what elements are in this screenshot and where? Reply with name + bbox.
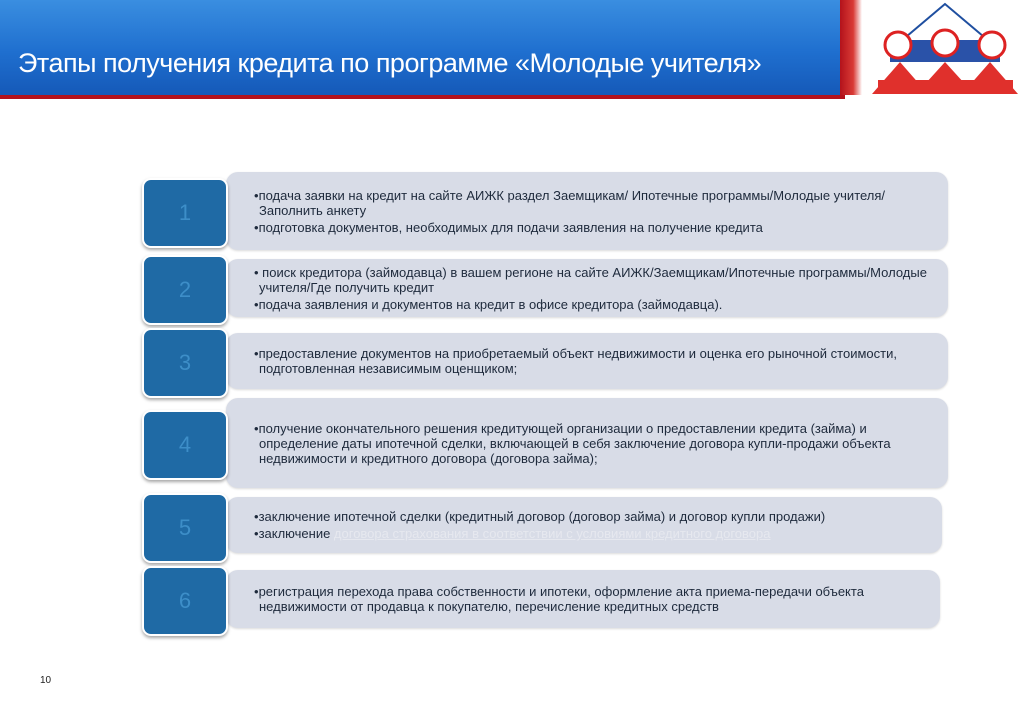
page-number: 10 — [40, 675, 52, 686]
title-banner-accent — [840, 0, 862, 95]
step-1-bullet-2: • подготовка документов, необходимых для подачи заявления на получение кредита — [254, 220, 928, 235]
step-1-number: 1 — [142, 178, 228, 248]
step-5-number: 5 — [142, 493, 228, 563]
step-2-bullet-1: • поиск кредитора (займодавца) в вашем регионе на сайте АИЖК/Заемщикам/Ипотечные программы/Молодые учителя/Где получить кредит — [254, 265, 928, 295]
step-2-panel — [226, 259, 948, 317]
step-6-bullet-1: • регистрация перехода права собственности и ипотеки, оформление акта приема-передачи объекта недвижимости от продавца к покупателю, перечисление кредитных средств — [254, 584, 920, 614]
step-5-bullet-2 — [254, 526, 922, 541]
page-title: Этапы получения кредита по программе «Молодые учителя» — [18, 48, 762, 78]
step-4-bullet-1: • получение окончательного решения кредитующей организации о предоставлении кредита (займа) и определение даты ипотечной сделки, включающей в себя заключение договора купли-продажи объекта недвижимости и кредитного договора (договора займа); — [254, 421, 928, 466]
step-2-bullet-2: • подача заявления и документов на кредит в офисе кредитора (займодавца). — [254, 297, 928, 312]
step-2-number: 2 — [142, 255, 228, 325]
house-logo-icon — [870, 0, 1020, 98]
step-3-panel — [226, 333, 948, 389]
step-1-bullet-1: • подача заявки на кредит на сайте АИЖК раздел Заемщикам/ Ипотечные программы/Молодые учителя/Заполнить анкету — [254, 188, 928, 218]
step-5-panel — [226, 497, 942, 553]
step-5-faded-link[interactable]: договора страхования в соответствии с условиями кредитного договора — [333, 526, 771, 541]
step-3-number: 3 — [142, 328, 228, 398]
step-3-bullet-1: • предоставление документов на приобретаемый объект недвижимости и оценка его рыночной стоимости, подготовленная независимым оценщиком; — [254, 346, 928, 376]
step-1-panel — [226, 172, 948, 250]
step-4-number: 4 — [142, 410, 228, 480]
step-5-bullet-1: • заключение ипотечной сделки (кредитный договор (договор займа) и договор купли продажи) — [254, 509, 922, 524]
step-6-number: 6 — [142, 566, 228, 636]
step-5-bullet-2-text: заключение — [258, 526, 334, 541]
step-6-panel — [226, 570, 940, 628]
step-4-panel — [226, 398, 948, 488]
